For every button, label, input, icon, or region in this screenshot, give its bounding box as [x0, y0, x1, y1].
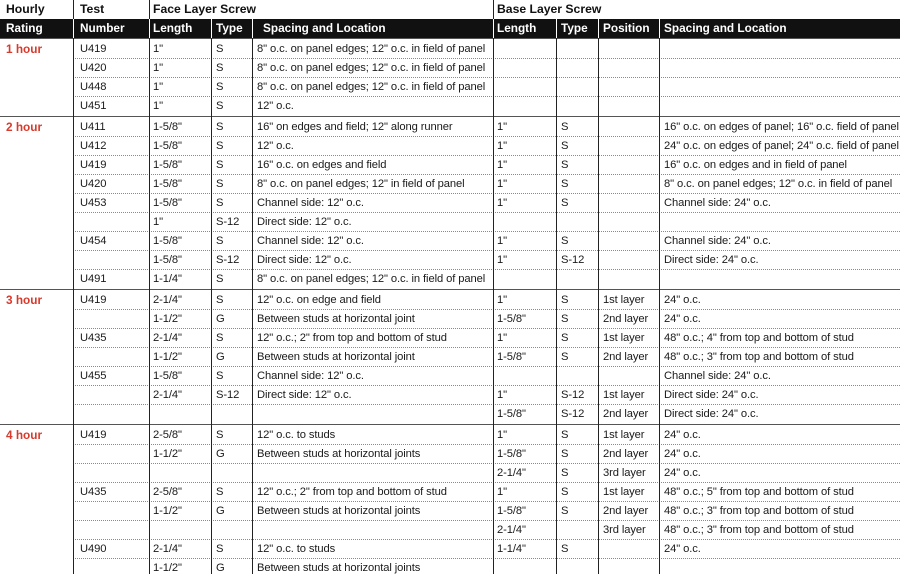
cell-face-spacing: Channel side: 12" o.c. [257, 370, 364, 382]
row-separator [73, 366, 900, 367]
cell-base-spacing: Channel side: 24" o.c. [664, 235, 771, 247]
cell-test-number: U412 [80, 140, 107, 152]
cell-test-number: U411 [80, 121, 106, 133]
cell-test-number: U419 [80, 43, 107, 55]
cell-base-length: 1-5/8" [497, 505, 526, 517]
cell-base-spacing: Channel side: 24" o.c. [664, 370, 771, 382]
column-header-base-position: Position [603, 21, 650, 35]
row-separator [73, 404, 900, 405]
cell-test-number: U454 [80, 235, 107, 247]
cell-face-length: 2-1/4" [153, 332, 182, 344]
section-divider [0, 424, 900, 425]
column-separator [493, 38, 494, 574]
cell-face-spacing: 12" o.c. [257, 140, 294, 152]
cell-face-length: 1-5/8" [153, 235, 182, 247]
cell-face-type: S [216, 100, 224, 112]
cell-face-length: 2-5/8" [153, 486, 182, 498]
cell-base-spacing: 24" o.c. [664, 313, 701, 325]
cell-test-number: U419 [80, 159, 107, 171]
column-header-base-length: Length [497, 21, 537, 35]
cell-base-spacing: 24" o.c. on edges of panel; 24" o.c. field of panel [664, 140, 899, 152]
cell-face-length: 1" [153, 62, 163, 74]
cell-base-length: 1" [497, 389, 507, 401]
cell-face-length: 1-5/8" [153, 197, 182, 209]
cell-face-length: 1" [153, 216, 163, 228]
cell-base-spacing: 48" o.c.; 3" from top and bottom of stud [664, 505, 854, 517]
cell-face-spacing: 16" o.c. on edges and field [257, 159, 387, 171]
column-separator [149, 38, 150, 574]
cell-base-type: S-12 [561, 408, 585, 420]
cell-face-length: 1-1/2" [153, 351, 182, 363]
column-header-rating: Rating [6, 21, 43, 35]
cell-base-spacing: 16" o.c. on edges of panel; 16" o.c. field of panel [664, 121, 899, 133]
row-separator [73, 539, 900, 540]
cell-base-type: S [561, 178, 569, 190]
cell-face-type: S [216, 178, 224, 190]
cell-base-type: S [561, 543, 569, 555]
cell-face-type: S [216, 429, 224, 441]
cell-test-number: U453 [80, 197, 107, 209]
cell-face-length: 1-5/8" [153, 159, 182, 171]
cell-face-type: S [216, 332, 224, 344]
cell-base-length: 1-5/8" [497, 351, 526, 363]
cell-face-spacing: 8" o.c. on panel edges; 12" o.c. in field of panel [257, 43, 486, 55]
cell-base-type: S [561, 448, 569, 460]
group-separator [73, 0, 74, 19]
cell-base-spacing: 24" o.c. [664, 543, 701, 555]
cell-base-spacing: 48" o.c.; 3" from top and bottom of stud [664, 351, 854, 363]
section-divider [0, 38, 900, 39]
cell-base-length: 1-5/8" [497, 313, 526, 325]
cell-base-length: 1" [497, 121, 507, 133]
cell-base-type: S [561, 159, 569, 171]
cell-base-length: 1" [497, 159, 507, 171]
column-header-face-spacing: Spacing and Location [263, 21, 386, 35]
cell-face-length: 1-5/8" [153, 121, 182, 133]
cell-base-spacing: Channel side: 24" o.c. [664, 197, 771, 209]
cell-face-spacing: 12" o.c. to studs [257, 543, 336, 555]
cell-face-type: S [216, 43, 224, 55]
cell-base-type: S [561, 467, 569, 479]
cell-face-spacing: Direct side: 12" o.c. [257, 216, 352, 228]
cell-face-type: S [216, 235, 224, 247]
cell-base-spacing: 24" o.c. [664, 448, 701, 460]
cell-face-length: 1-1/2" [153, 448, 182, 460]
cell-base-spacing: 24" o.c. [664, 429, 701, 441]
cell-base-type: S [561, 197, 569, 209]
row-separator [73, 77, 900, 78]
cell-face-spacing: Between studs at horizontal joints [257, 562, 421, 574]
group-header-base-layer-screw: Base Layer Screw [497, 2, 602, 16]
column-separator [598, 38, 599, 574]
hourly-rating-label: 4 hour [6, 428, 43, 442]
header-column-separator [252, 19, 253, 38]
cell-test-number: U435 [80, 486, 107, 498]
cell-base-length: 1" [497, 140, 507, 152]
row-separator [73, 309, 900, 310]
cell-base-position: 2nd layer [603, 408, 649, 420]
cell-face-type: S [216, 294, 224, 306]
cell-face-length: 1-1/4" [153, 273, 182, 285]
cell-base-type: S [561, 235, 569, 247]
row-separator [73, 250, 900, 251]
cell-face-spacing: 8" o.c. on panel edges; 12" o.c. in field of panel [257, 81, 486, 93]
cell-face-type: S-12 [216, 389, 240, 401]
cell-face-spacing: 12" o.c.; 2" from top and bottom of stud [257, 332, 447, 344]
header-column-separator [598, 19, 599, 38]
cell-face-length: 2-1/4" [153, 389, 182, 401]
row-separator [73, 463, 900, 464]
column-separator [211, 38, 212, 574]
cell-base-length: 1" [497, 197, 507, 209]
row-separator [73, 231, 900, 232]
cell-test-number: U455 [80, 370, 107, 382]
group-separator [149, 0, 150, 19]
cell-base-spacing: 48" o.c.; 3" from top and bottom of stud [664, 524, 854, 536]
cell-face-type: G [216, 505, 225, 517]
cell-test-number: U435 [80, 332, 107, 344]
cell-face-length: 1" [153, 43, 163, 55]
cell-face-type: S [216, 370, 224, 382]
column-header-base-type: Type [561, 21, 588, 35]
cell-face-type: G [216, 313, 225, 325]
header-column-separator [149, 19, 150, 38]
cell-base-type: S [561, 486, 569, 498]
cell-face-type: S [216, 140, 224, 152]
cell-base-length: 1" [497, 254, 507, 266]
row-separator [73, 385, 900, 386]
cell-face-spacing: Direct side: 12" o.c. [257, 389, 352, 401]
cell-face-length: 1-1/2" [153, 562, 182, 574]
cell-base-position: 1st layer [603, 389, 645, 401]
cell-face-spacing: 12" o.c. [257, 100, 294, 112]
cell-test-number: U451 [80, 100, 107, 112]
cell-base-position: 2nd layer [603, 351, 649, 363]
cell-base-position: 1st layer [603, 332, 645, 344]
cell-test-number: U420 [80, 178, 107, 190]
cell-base-type: S [561, 294, 569, 306]
cell-face-spacing: 8" o.c. on panel edges; 12" o.c. in field of panel [257, 273, 486, 285]
group-header-hourly: Hourly [6, 2, 45, 16]
cell-face-spacing: Between studs at horizontal joints [257, 505, 421, 517]
cell-face-length: 1-5/8" [153, 140, 182, 152]
row-separator [73, 96, 900, 97]
cell-face-length: 1-1/2" [153, 505, 182, 517]
section-divider [0, 289, 900, 290]
cell-test-number: U490 [80, 543, 107, 555]
cell-base-type: S [561, 313, 569, 325]
column-header-base-spacing: Spacing and Location [664, 21, 787, 35]
hourly-rating-label: 3 hour [6, 293, 43, 307]
cell-face-spacing: 16" on edges and field; 12" along runner [257, 121, 453, 133]
cell-face-type: S [216, 543, 224, 555]
row-separator [73, 212, 900, 213]
cell-face-spacing: Channel side: 12" o.c. [257, 197, 364, 209]
cell-face-type: S-12 [216, 216, 240, 228]
cell-test-number: U419 [80, 429, 107, 441]
cell-base-length: 1" [497, 178, 507, 190]
cell-face-type: S [216, 486, 224, 498]
cell-face-length: 2-1/4" [153, 294, 182, 306]
cell-face-spacing: Direct side: 12" o.c. [257, 254, 352, 266]
cell-base-type: S [561, 429, 569, 441]
cell-face-type: S [216, 159, 224, 171]
cell-face-spacing: Between studs at horizontal joints [257, 448, 421, 460]
column-separator [73, 38, 74, 574]
cell-face-length: 1" [153, 81, 163, 93]
cell-base-spacing: 48" o.c.; 5" from top and bottom of stud [664, 486, 854, 498]
cell-face-length: 1" [153, 100, 163, 112]
cell-base-length: 1" [497, 486, 507, 498]
cell-face-type: S [216, 197, 224, 209]
cell-base-spacing: Direct side: 24" o.c. [664, 254, 759, 266]
cell-face-length: 2-1/4" [153, 543, 182, 555]
cell-base-position: 1st layer [603, 294, 645, 306]
row-separator [73, 558, 900, 559]
cell-base-position: 1st layer [603, 486, 645, 498]
cell-base-spacing: 16" o.c. on edges and in field of panel [664, 159, 847, 171]
section-divider [0, 116, 900, 117]
cell-face-length: 1-5/8" [153, 370, 182, 382]
cell-face-spacing: Between studs at horizontal joint [257, 351, 415, 363]
column-header-number: Number [80, 21, 125, 35]
cell-base-spacing: 24" o.c. [664, 294, 701, 306]
group-header-face-layer-screw: Face Layer Screw [153, 2, 256, 16]
cell-base-spacing: Direct side: 24" o.c. [664, 389, 759, 401]
cell-base-position: 2nd layer [603, 505, 649, 517]
column-separator [659, 38, 660, 574]
cell-face-length: 1-1/2" [153, 313, 182, 325]
group-header-test: Test [80, 2, 105, 16]
header-column-separator [211, 19, 212, 38]
cell-test-number: U448 [80, 81, 107, 93]
cell-face-length: 1-5/8" [153, 178, 182, 190]
row-separator [73, 444, 900, 445]
cell-test-number: U419 [80, 294, 107, 306]
header-column-separator [73, 19, 74, 38]
cell-face-type: G [216, 562, 225, 574]
cell-base-type: S-12 [561, 389, 585, 401]
cell-test-number: U420 [80, 62, 107, 74]
hourly-rating-label: 1 hour [6, 42, 43, 56]
cell-base-length: 1-1/4" [497, 543, 526, 555]
cell-test-number: U491 [80, 273, 107, 285]
cell-face-type: S-12 [216, 254, 240, 266]
cell-base-length: 2-1/4" [497, 524, 526, 536]
cell-face-length: 1-5/8" [153, 254, 182, 266]
column-separator [556, 38, 557, 574]
cell-base-spacing: Direct side: 24" o.c. [664, 408, 759, 420]
cell-base-length: 1" [497, 332, 507, 344]
column-header-face-length: Length [153, 21, 193, 35]
cell-face-type: S [216, 81, 224, 93]
cell-base-type: S [561, 505, 569, 517]
cell-face-spacing: 12" o.c. on edge and field [257, 294, 381, 306]
cell-face-spacing: Channel side: 12" o.c. [257, 235, 364, 247]
cell-base-position: 3rd layer [603, 467, 646, 479]
group-separator [493, 0, 494, 19]
row-separator [73, 193, 900, 194]
cell-face-type: G [216, 448, 225, 460]
cell-face-type: S [216, 62, 224, 74]
cell-face-type: G [216, 351, 225, 363]
cell-face-spacing: 8" o.c. on panel edges; 12" in field of panel [257, 178, 465, 190]
row-separator [73, 269, 900, 270]
header-column-separator [556, 19, 557, 38]
cell-base-type: S [561, 121, 569, 133]
cell-face-spacing: 8" o.c. on panel edges; 12" o.c. in field of panel [257, 62, 486, 74]
cell-face-spacing: 12" o.c. to studs [257, 429, 336, 441]
cell-base-position: 1st layer [603, 429, 645, 441]
cell-base-length: 1-5/8" [497, 408, 526, 420]
cell-base-length: 1-5/8" [497, 448, 526, 460]
hourly-rating-label: 2 hour [6, 120, 43, 134]
cell-base-position: 2nd layer [603, 448, 649, 460]
cell-base-spacing: 8" o.c. on panel edges; 12" o.c. in field of panel [664, 178, 893, 190]
column-separator [252, 38, 253, 574]
cell-base-length: 1" [497, 235, 507, 247]
cell-base-length: 1" [497, 429, 507, 441]
cell-face-length: 2-5/8" [153, 429, 182, 441]
cell-base-position: 2nd layer [603, 313, 649, 325]
cell-base-length: 2-1/4" [497, 467, 526, 479]
cell-base-length: 1" [497, 294, 507, 306]
cell-base-spacing: 24" o.c. [664, 467, 701, 479]
cell-base-type: S-12 [561, 254, 585, 266]
cell-base-type: S [561, 332, 569, 344]
header-column-separator [659, 19, 660, 38]
cell-face-spacing: Between studs at horizontal joint [257, 313, 415, 325]
cell-face-type: S [216, 121, 224, 133]
row-separator [73, 58, 900, 59]
column-header-face-type: Type [216, 21, 243, 35]
cell-base-type: S [561, 140, 569, 152]
cell-face-spacing: 12" o.c.; 2" from top and bottom of stud [257, 486, 447, 498]
cell-base-type: S [561, 351, 569, 363]
header-column-separator [493, 19, 494, 38]
cell-base-spacing: 48" o.c.; 4" from top and bottom of stud [664, 332, 854, 344]
cell-face-type: S [216, 273, 224, 285]
cell-base-position: 3rd layer [603, 524, 646, 536]
